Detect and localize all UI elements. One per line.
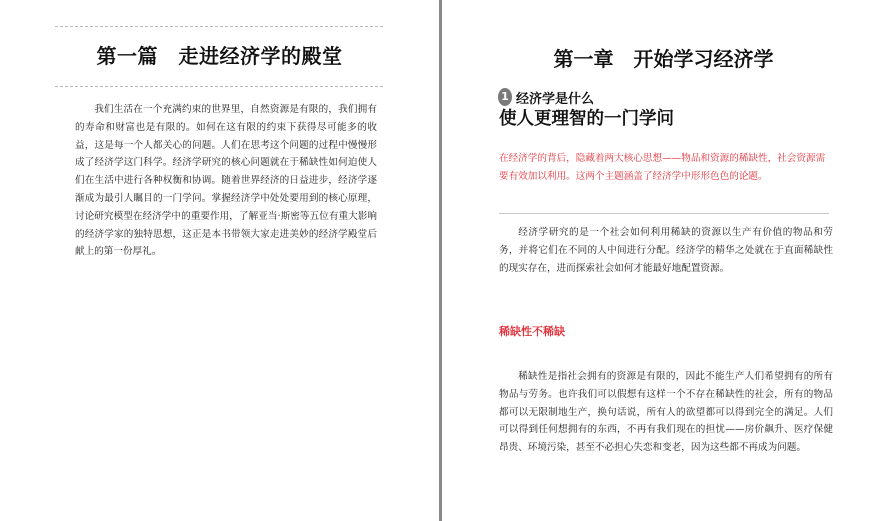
bottom-divider <box>55 86 383 87</box>
left-page <box>0 0 439 521</box>
section-divider <box>499 213 829 214</box>
section-heading: 经济学是什么 <box>516 92 595 107</box>
section-intro-highlight: 在经济学的背后，隐藏着两大核心思想——物品和资源的稀缺性，社会资源需要有效加以利用。这两个主题涵盖了经济学中形形色色的论题。 <box>499 153 826 182</box>
section-body <box>499 224 833 277</box>
top-divider <box>55 26 383 27</box>
section-subheading: 使人更理智的一门学问 <box>499 109 674 129</box>
body-paragraph: 经济学研究的是一个社会如何利用稀缺的资源以生产有价值的物品和劳务，并将它们在不同的人中间进行分配。经济学的精华之处就在于直面稀缺性的现实存在，进而探索社会如何才能最好地配置资源。 <box>499 227 833 274</box>
chapter-title: 第一章 开始学习经济学 <box>553 47 774 71</box>
part-title: 第一篇 走进经济学的殿堂 <box>96 44 343 68</box>
section-number-badge: 1 <box>498 88 512 106</box>
part-intro-text <box>75 101 377 261</box>
scarcity-subheading: 稀缺性不稀缺 <box>499 325 565 338</box>
right-page <box>442 0 885 521</box>
scarcity-body <box>499 368 833 457</box>
body-paragraph: 稀缺性是指社会拥有的资源是有限的，因此不能生产人们希望拥有的所有物品与劳务。也许我们可以假想有这样一个不存在稀缺性的社会，所有的物品都可以无限制地生产，换句话说，所有人的欲望都可以得到完全的满足。人们可以得到任何想拥有的东西，不再有我们现在的担忧——房价飙升、医疗保健昂贵、环境污染，甚至不必担心失恋和变老，因为这些都不再成为问题。 <box>499 371 833 454</box>
part-intro-paragraph: 我们生活在一个充满约束的世界里，自然资源是有限的，我们拥有的寿命和财富也是有限的。如何在这有限的约束下获得尽可能多的收益，这是每一个人都关心的问题。人们在思考这个问题的过程中慢慢形成了经济学这门科学。经济学研究的核心问题就在于稀缺性如何迫使人们在生活中进行各种权衡和协调。随着世界经济的日益进步，经济学逐渐成为最引人瞩目的一门学问。掌握经济学中处处要用到的核心原理，讨论研究模型在经济学中的重要作用，了解亚当·斯密等五位有重大影响的经济学家的独特思想，这正是本书带领大家走进美妙的经济学殿堂后献上的第一份厚礼。 <box>75 104 377 258</box>
